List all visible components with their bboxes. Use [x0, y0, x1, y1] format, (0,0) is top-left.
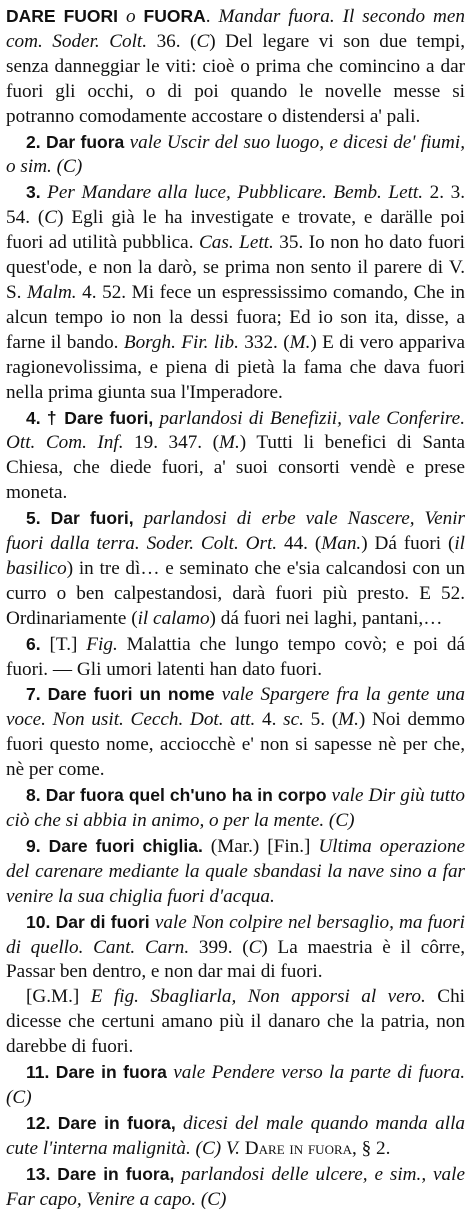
entry-headword [6, 4, 465, 130]
body-text: 2. 3. 54. ( [6, 182, 465, 229]
sense-label: 9. Dare fuori chiglia. [26, 835, 203, 856]
italic-text: il basilico [6, 533, 466, 579]
italic-text: E fig. Sbagliarla, Non apporsi al vero. [90, 986, 426, 1008]
body-text: Chi dicesse che certuni amano più il danaro che la patria, non darebbe di fuori. [6, 986, 465, 1058]
italic-text: vale Dir giù tutto ciò che si abbia in animo, o per la mente. (C) [6, 785, 466, 831]
sense-13 [6, 1162, 465, 1213]
sense-label: 12. Dare in fuora, [26, 1112, 176, 1133]
body-text: 36. ( [147, 30, 197, 52]
cross-reference: Dare in fuora [244, 1137, 353, 1159]
sense-label: 3. [26, 182, 41, 203]
italic-text: C [248, 936, 262, 958]
sense-10 [6, 910, 465, 986]
body-text: Malattia che lungo tempo covò; e poi dá fuori. — Gli umori latenti han dato fuori. [6, 633, 465, 680]
italic-text: vale Non colpire nel bersaglio, ma fuori di quello. Cant. Carn. [6, 911, 465, 958]
sense-label: 8. Dar fuora quel ch'uno ha in corpo [26, 785, 327, 806]
sense-4 [6, 406, 465, 507]
italic-text: o [118, 6, 144, 27]
body-text: ) dá fuori nei laghi, pantani,… [209, 607, 443, 629]
body-text: (Mar.) [Fin.] [202, 835, 319, 857]
italic-text: M. [289, 331, 311, 353]
italic-text: Ultima operazione del carenare mediante la quale sbandasi la nave sino a far venire la sua chiglia fuori d'acqua. [6, 835, 465, 907]
italic-text: Malm. [27, 281, 77, 303]
body-text: 332. ( [238, 331, 290, 353]
italic-text: Cas. Lett. [199, 232, 274, 254]
headword: FUORA [143, 6, 206, 26]
italic-text: Fig. [86, 633, 118, 655]
italic-text: C [44, 207, 58, 229]
sense-label: 11. Dare in fuora [26, 1062, 167, 1083]
headword: DARE FUORI [6, 6, 119, 26]
sense-8 [6, 783, 465, 834]
italic-text: vale Uscir del suo luogo, e dicesi de' fiumi, o sim. (C) [6, 131, 465, 178]
body-text: ) Egli già le ha investigate e trovate, e darälle poi fuori ad utilità pubblica. [6, 207, 465, 254]
sense-9 [6, 834, 465, 910]
sense-6 [6, 632, 465, 683]
sense-5 [6, 506, 465, 632]
body-text: ) Noi demmo fuori questo nome, acciocchè e' non si sapesse nè per che, nè per come. [6, 709, 465, 781]
italic-text: M. [218, 432, 240, 454]
italic-text: M. [338, 709, 359, 731]
italic-text: parlandosi delle ulcere, e sim., vale Far capo, Venire a capo. (C) [6, 1163, 465, 1210]
body-text: 35. Io non ho dato fuori quest'ode, e non la darò, se prima non sento il parere di V. S. [6, 232, 465, 303]
body-text: ) Del legare vi son due tempi, senza danneggiar le viti: cioè o prima che comincino a dar fuori gli occhi, o di poi quando le novelle messe si potranno comodamente accostare o distendersi a' pali. [6, 30, 466, 127]
italic-text: parlandosi di Benefizii, vale Conferire. Ott. Com. Inf. [6, 407, 465, 454]
italic-text: Per Mandare alla luce, Pubblicare. Bemb. Lett. [40, 182, 424, 204]
italic-text: Borgh. Fir. lib. [123, 331, 239, 353]
body-text: . [205, 6, 219, 27]
body-text: [G.M.] [26, 986, 91, 1008]
italic-text: parlandosi di erbe vale Nascere, Venir fuori dalla terra. Soder. Colt. Ort. [6, 508, 465, 555]
italic-text: vale Pendere verso la parte di fuora. (C) [6, 1062, 465, 1108]
body-text: ) in tre dì… e seminato che e'sia calcandosi con un curro o ben calpestandosi, darà fuori più presto. E 52. Ordinariamente ( [6, 557, 465, 629]
sense-label: 7. Dare fuori un nome [26, 684, 215, 705]
body-text: 5. ( [303, 709, 339, 731]
body-text: ) Dá fuori ( [361, 533, 455, 555]
sense-label: 5. Dar fuori, [26, 508, 134, 529]
italic-text: Mandar fuora. Il secondo men com. Soder. Colt. [6, 6, 466, 52]
body-text: 399. ( [189, 936, 249, 958]
sense-label: 13. Dare in fuora, [26, 1163, 175, 1184]
sense-label: 2. Dar fuora [26, 131, 125, 152]
sense-label: 10. Dar di fuori [26, 911, 150, 932]
body-text: 44. ( [277, 533, 322, 555]
body-text: 4. 52. Mi fece un espressissimo comando, Che in alcun tempo io non la dessi fuora; Ed io son ita, disse, a farne il bando. [6, 281, 465, 353]
sense-label: 6. [26, 633, 41, 654]
italic-text: Man. [321, 533, 362, 555]
sense-7 [6, 682, 465, 783]
italic-text: il calamo [137, 607, 210, 629]
body-text: 4. [255, 709, 284, 731]
sense-11 [6, 1060, 465, 1111]
body-text: ) E di vero appariva ragionevolissima, e piena di pietà la fama che dava fuori nella prima giunta sua l'Imperadore. [6, 331, 466, 403]
body-text: , § 2. [352, 1137, 391, 1159]
italic-text: vale Spargere fra la gente una voce. Non usit. Cecch. Dot. att. [6, 684, 465, 731]
body-text: 19. 347. ( [123, 432, 219, 454]
sense-label: 4. † Dare fuori, [26, 407, 154, 428]
italic-text: sc. [283, 709, 304, 731]
italic-text: dicesi del male quando manda alla cute l'interna malignità. (C) V. [6, 1112, 465, 1159]
body-text: ) La maestria è il côrre, Passar ben dentro, e non dar mai di fuori. [6, 936, 466, 983]
sense-2 [6, 130, 465, 181]
italic-text: C [196, 30, 210, 52]
sense-12 [6, 1111, 465, 1162]
sense-3 [6, 180, 465, 405]
body-text: ) Tutti li benefici di Santa Chiesa, che diede fuori, a' suoi consorti vendè e prese moneta. [6, 432, 465, 504]
body-text: [T.] [40, 633, 87, 655]
sense-10-figurative [6, 985, 465, 1060]
